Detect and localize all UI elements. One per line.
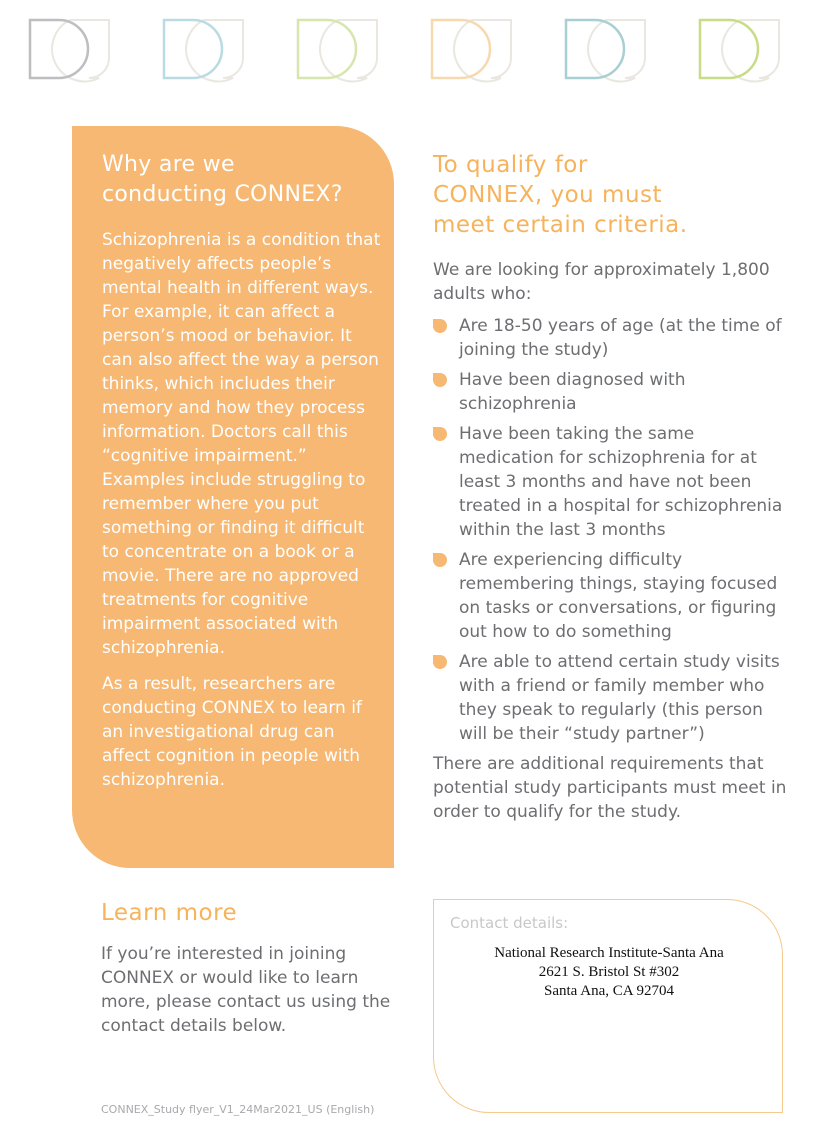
criteria-text: Are experiencing difficulty remembering things, staying focused on tasks or conversations, or figuring out how to do something (459, 550, 778, 642)
additional-requirements: There are additional requirements that potential study participants must meet in order to qualify for the study. (433, 754, 787, 822)
document-footer: CONNEX_Study flyer_V1_24Mar2021_US (English) (101, 1103, 375, 1116)
bullet-icon (433, 373, 447, 387)
learn-more-text: If you’re interested in joining CONNEX or would like to learn more, please contact us using the contact details below. (101, 944, 391, 1036)
criteria-list (433, 314, 793, 746)
qualify-title-line2: CONNEX, you must (433, 182, 663, 208)
address-line-2: 2621 S. Bristol St #302 (538, 964, 680, 980)
criteria-text: Have been diagnosed with schizophrenia (459, 370, 686, 414)
qualify-intro: We are looking for approximately 1,800 adults who: (433, 260, 770, 304)
bullet-icon (433, 655, 447, 669)
qualify-title-line1: To qualify for (433, 152, 588, 178)
light-blue-logo-mark (164, 20, 243, 81)
criteria-item (433, 422, 793, 542)
why-paragraph-1: Schizophrenia is a condition that negatively affects people’s mental health in different ways. For example, it can affect a person’s mood or behavior. It can also affect the way a person thinks, which includes their memory and how they process information. Doctors call this “cognitive impairment.” Examples include struggling to remember where you put something or finding it difficult to concentrate on a book or a movie. There are no approved treatments for cognitive impairment associated with schizophrenia. (102, 230, 381, 658)
qualify-section (433, 150, 793, 841)
why-paragraph-2: As a result, researchers are conducting CONNEX to learn if an investigational drug can affect cognition in people with schizophrenia. (102, 674, 362, 790)
learn-more-section (101, 898, 391, 1038)
criteria-item (433, 314, 793, 362)
why-title-line2: conducting CONNEX? (102, 182, 343, 207)
header-logo-row (0, 0, 821, 100)
contact-details-box (433, 899, 783, 1113)
qualify-title (433, 150, 793, 240)
why-panel (72, 126, 394, 868)
why-title-line1: Why are we (102, 152, 235, 177)
bullet-icon (433, 553, 447, 567)
criteria-item (433, 368, 793, 416)
criteria-text: Have been taking the same medication for schizophrenia for at least 3 months and have not been treated in a hospital for schizophrenia within the last 3 months (459, 424, 783, 540)
green-logo-mark (700, 20, 779, 81)
criteria-item (433, 548, 793, 644)
address-line-1: National Research Institute-Santa Ana (494, 945, 724, 961)
criteria-text: Are 18-50 years of age (at the time of joining the study) (459, 316, 782, 360)
address-line-3: Santa Ana, CA 92704 (544, 983, 674, 999)
why-title (102, 150, 382, 210)
bullet-icon (433, 319, 447, 333)
contact-address (434, 944, 784, 1001)
criteria-text: Are able to attend certain study visits with a friend or family member who they speak to regularly (this person will be their “study partner”) (459, 652, 780, 744)
bullet-icon (433, 427, 447, 441)
teal-logo-mark (566, 20, 645, 81)
peach-logo-mark (432, 20, 511, 81)
contact-label: Contact details: (450, 914, 569, 932)
light-green-logo-mark (298, 20, 377, 81)
learn-more-title: Learn more (101, 900, 238, 926)
criteria-item (433, 650, 793, 746)
qualify-title-line3: meet certain criteria. (433, 212, 688, 238)
gray-logo-mark (30, 20, 109, 81)
